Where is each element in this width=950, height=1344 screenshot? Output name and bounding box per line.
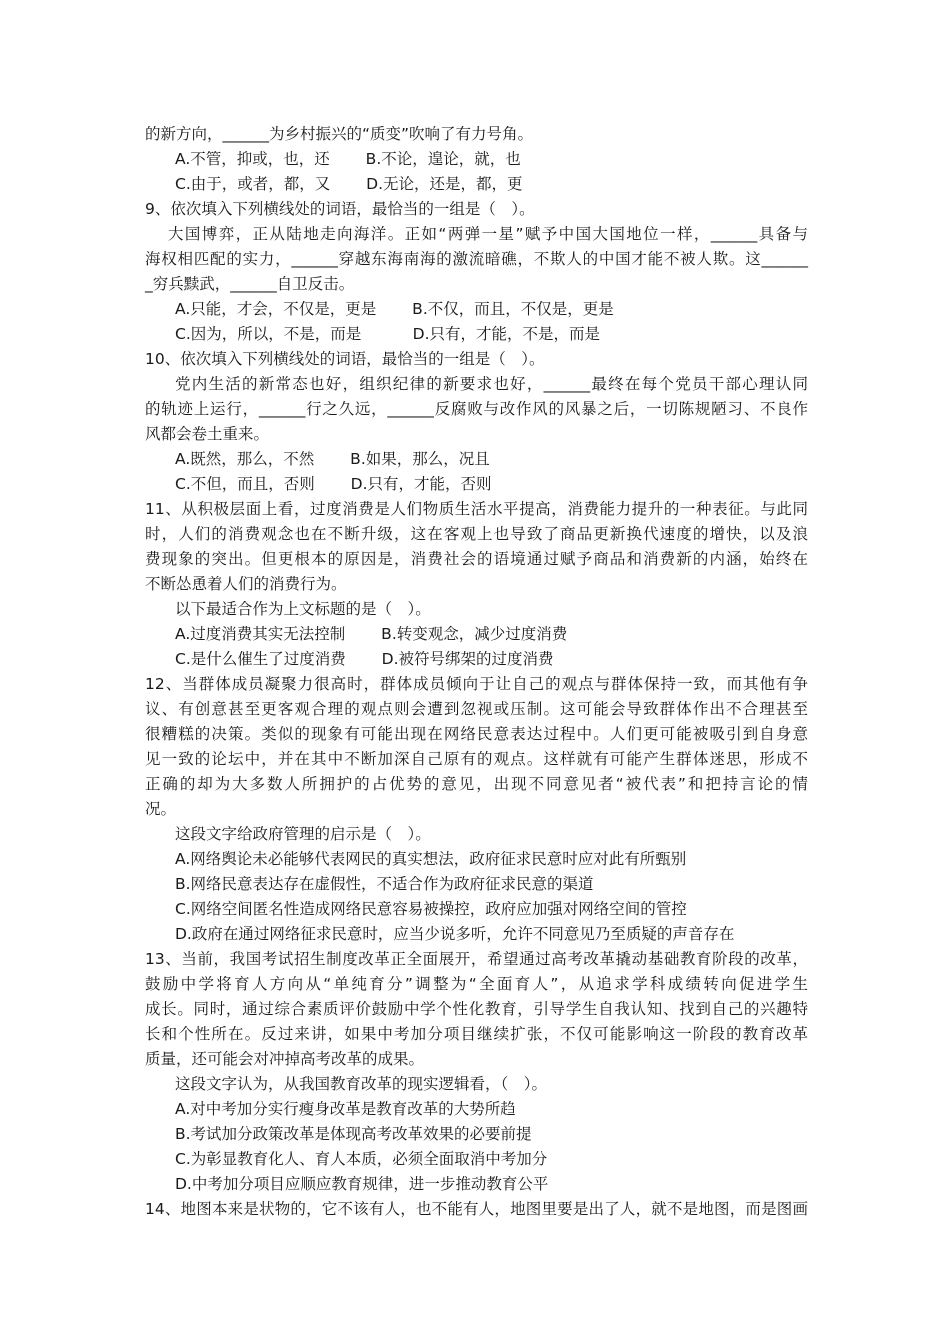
text-line: 费现象的突出。但更根本的原因是，消费社会的语境通过赋予商品和消费新的内涵，始终在	[145, 550, 808, 568]
text-line: _穷兵黩武，______自卫反击。	[145, 275, 355, 293]
question-14-stem: 14、地图本来是状物的，它不该有人，也不能有人，地图里要是出了人，就不是地图，而是图画	[145, 1200, 808, 1218]
text-line: 长和个性所在。反过来讲，如果中考加分项目继续扩张，不仅可能影响这一阶段的教育改革	[145, 1025, 808, 1043]
question-13-stem: 13、当前，我国考试招生制度改革正全面展开，希望通过高考改革撬动基础教育阶段的改革，	[145, 950, 808, 968]
question-12-stem: 12、当群体成员凝聚力很高时，群体成员倾向于让自己的观点与群体保持一致，而其他有争	[145, 675, 808, 693]
option-line: D.政府在通过网络征求民意时，应当少说多听，允许不同意见乃至质疑的声音存在	[175, 925, 735, 943]
text-line: 成长。同时，通过综合素质评价鼓励中学个性化教育，引导学生自我认知、找到自己的兴趣特	[145, 1000, 808, 1018]
text-line: 海权相匹配的实力，______穿越东海南海的激流暗礁，不欺人的中国才能不被人欺。这______	[145, 250, 808, 268]
option-line: C.因为，所以，不是，而是 D.只有，才能，不是，而是	[175, 325, 601, 343]
option-line: A.只能，才会，不仅是，更是 B.不仅，而且，不仅是，更是	[175, 300, 614, 318]
option-line: B.考试加分政策改革是体现高考改革效果的必要前提	[175, 1125, 532, 1143]
option-line: A.对中考加分实行瘦身改革是教育改革的大势所趋	[175, 1100, 516, 1118]
option-line: A.不管，抑或，也，还 B.不论，遑论，就，也	[175, 150, 521, 168]
text-line: 大国博弈，正从陆地走向海洋。正如“两弹一星”赋予中国大国地位一样，______具备与	[168, 225, 808, 243]
text-line: 的新方向，______为乡村振兴的“质变”吹响了有力号角。	[145, 125, 534, 143]
text-line: 鼓励中学将育人方向从“单纯育分”调整为“全面育人”，从追求学科成绩转向促进学生	[145, 975, 808, 993]
option-line: A.既然，那么，不然 B.如果，那么，况且	[175, 450, 490, 468]
text-line: 况。	[145, 800, 177, 818]
text-line: 正确的却为大多数人所拥护的占优势的意见，出现不同意见者“被代表”和把持言论的情	[145, 775, 808, 793]
question-10-stem: 10、依次填入下列横线处的词语，最恰当的一组是（ ）。	[145, 350, 545, 368]
text-line: 风都会卷土重来。	[145, 425, 270, 443]
option-line: C.由于，或者，都，又 D.无论，还是，都，更	[175, 175, 523, 193]
option-line: C.不但，而且，否则 D.只有，才能，否则	[175, 475, 492, 493]
text-line: 很糟糕的决策。类似的现象有可能出现在网络民意表达过程中。人们更可能被吸引到自身意	[145, 725, 808, 743]
option-line: C.是什么催生了过度消费 D.被符号绑架的过度消费	[175, 650, 554, 668]
option-line: C.网络空间匿名性造成网络民意容易被操控，政府应加强对网络空间的管控	[175, 900, 687, 918]
text-line: 见一致的论坛中，并在其中不断加深自己原有的观点。这样就有可能产生群体迷思，形成不	[145, 750, 808, 768]
text-line: 的轨迹上运行，______行之久远，______反腐败与改作风的风暴之后，一切陈规陋习、不良作	[145, 400, 808, 418]
text-line: 议、有创意甚至更客观合理的观点则会遭到忽视或压制。这可能会导致群体作出不合理甚至	[145, 700, 808, 718]
option-line: D.中考加分项目应顺应教育规律，进一步推动教育公平	[175, 1175, 549, 1193]
text-line: 不断怂恿着人们的消费行为。	[145, 575, 347, 593]
option-line: B.网络民意表达存在虚假性，不适合作为政府征求民意的渠道	[175, 875, 594, 893]
option-line: A.过度消费其实无法控制 B.转变观念，减少过度消费	[175, 625, 568, 643]
option-line: A.网络舆论未必能够代表网民的真实想法，政府征求民意时应对此有所甄别	[175, 850, 687, 868]
option-line: C.为彰显教育化人、育人本质，必须全面取消中考加分	[175, 1150, 548, 1168]
text-line: 质量，还可能会对冲掉高考改革的成果。	[145, 1050, 425, 1068]
text-line: 这段文字认为，从我国教育改革的现实逻辑看，（ ）。	[175, 1075, 548, 1093]
question-9-stem: 9、依次填入下列横线处的词语，最恰当的一组是（ ）。	[145, 200, 535, 218]
question-11-stem: 11、从积极层面上看，过度消费是人们物质生活水平提高，消费能力提升的一种表征。与此同	[145, 500, 808, 518]
text-line: 党内生活的新常态也好，组织纪律的新要求也好，______最终在每个党员干部心理认同	[175, 375, 808, 393]
text-line: 时，人们的消费观念也在不断升级，这在客观上也导致了商品更新换代速度的增快，以及浪	[145, 525, 808, 543]
text-line: 以下最适合作为上文标题的是（ ）。	[175, 600, 431, 618]
text-line: 这段文字给政府管理的启示是（ ）。	[175, 825, 431, 843]
